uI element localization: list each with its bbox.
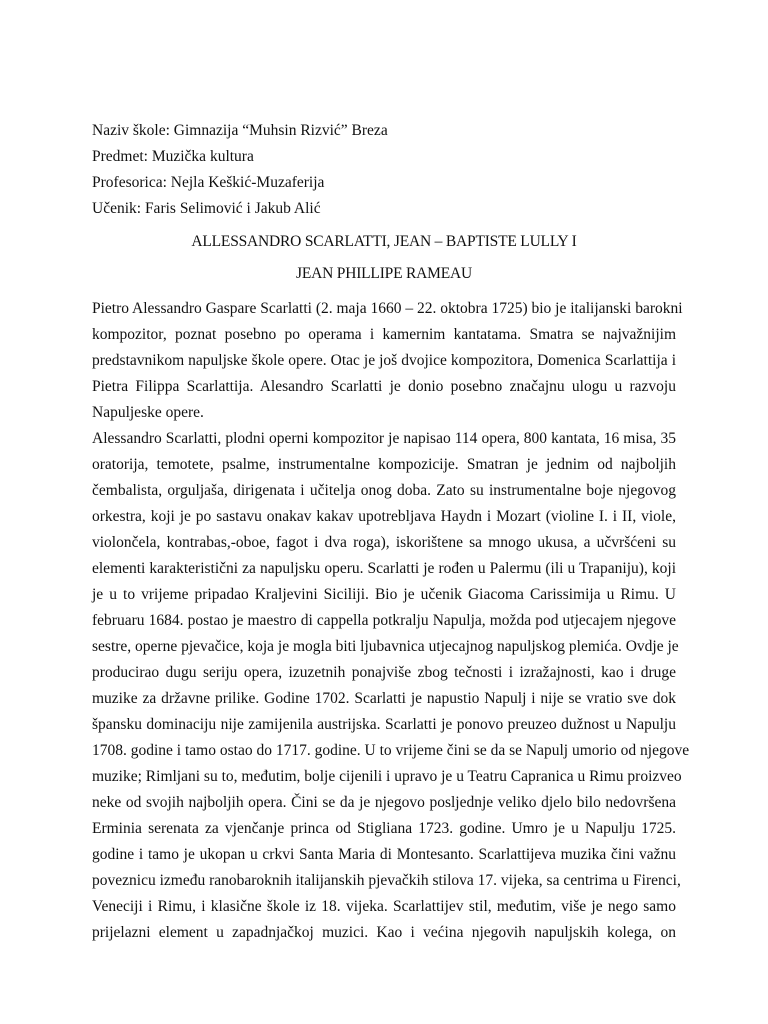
document-title-line-1: ALLESSANDRO SCARLATTI, JEAN – BAPTISTE LULLY I [191,233,577,250]
teacher-line: Profesorica: Nejla Keškić-Muzaferija [92,174,325,191]
paragraph-1-line: Napuljeske opere. [92,404,204,421]
school-name: Naziv škole: Gimnazija “Muhsin Rizvić” Breza [92,122,388,139]
subject-line: Predmet: Muzička kultura [92,148,254,165]
document-title-line-2: JEAN PHILLIPE RAMEAU [296,265,472,282]
paragraph-2-line: orkestra, koji je po sastavu onakav kakav upotrebljava Haydn i Mozart (violine I. i II, viole, [92,508,676,525]
paragraph-2-line: 1708. godine i tamo ostao do 1717. godine. U to vrijeme čini se da se Napulj umorio od njegove [92,742,690,759]
paragraph-2-line: producirao dugu seriju opera, izuzetnih ponajviše zbog tečnosti i izražajnosti, kao i druge [92,664,676,681]
paragraph-2-line: sestre, operne pjevačice, koja je mogla biti ljubavnica utjecajnog napuljskog plemića. Ovdje je [92,638,679,655]
paragraph-1-line: Pietro Alessandro Gaspare Scarlatti (2. maja 1660 – 22. oktobra 1725) bio je italijanski barokni [92,300,683,317]
paragraph-2-line: oratorija, temotete, psalme, instrumentalne kompozicije. Smatran je jednim od najboljih [92,456,676,473]
paragraph-2-line: violončela, kontrabas,-oboe, fagot i dva roga), iskorištene sa mnogo ukusa, a učvršćeni su [92,534,676,551]
paragraph-2-line: godine i tamo je ukopan u crkvi Santa Maria di Montesanto. Scarlattijeva muzika čini važnu [92,846,676,863]
paragraph-2-line: muzike; Rimljani su to, međutim, bolje cijenili i upravo je u Teatru Capranica u Rimu proizveo [92,768,682,785]
paragraph-2-line: neke od svojih najboljih opera. Čini se da je njegovo posljednje veliko djelo bilo nedovršena [92,794,676,811]
paragraph-2-line: elementi karakteristični za napuljsku operu. Scarlatti je rođen u Palermu (ili u Trapaniju), koji [92,560,676,577]
students-line: Učenik: Faris Selimović i Jakub Alić [92,200,321,217]
paragraph-2-line: prijelazni element u zapadnjačkoj muzici. Kao i većina njegovih napuljskih kolega, on [92,924,676,941]
paragraph-2-line: je u to vrijeme pripadao Kraljevini Siciliji. Bio je učenik Giacoma Carissimija u Rimu. U [92,586,676,603]
paragraph-2-line: Alessandro Scarlatti, plodni operni kompozitor je napisao 114 opera, 800 kantata, 16 misa, 35 [92,430,676,447]
paragraph-2-line: špansku dominaciju nije zamijenila austrijska. Scarlatti je ponovo preuzeo dužnost u Napulju [92,716,676,733]
paragraph-2-line: čembalista, orguljaša, dirigenata i učitelja onog doba. Zato su instrumentalne boje njegovog [92,482,676,499]
paragraph-2-line: muzike za državne prilike. Godine 1702. Scarlatti je napustio Napulj i nije se vratio sve dok [92,690,676,707]
paragraph-2-line: Veneciji i Rimu, i klasične škole iz 18. vijeka. Scarlattijev stil, međutim, više je nego samo [92,898,676,915]
paragraph-1-line: kompozitor, poznat posebno po operama i kamernim kantatama. Smatra se najvažnijim [92,326,676,343]
paragraph-1-line: predstavnikom napuljske škole opere. Otac je još dvojice kompozitora, Domenica Scarlattija i [92,352,676,369]
paragraph-1-line: Pietra Filippa Scarlattija. Alesandro Scarlatti je donio posebno značajnu ulogu u razvoju [92,378,676,395]
paragraph-2-line: poveznicu između ranobaroknih italijanskih pjevačkih stilova 17. vijeka, sa centrima u Firenci, [92,872,681,889]
paragraph-2-line: februaru 1684. postao je maestro di cappella potkralju Napulja, možda pod utjecajem njegove [92,612,676,629]
paragraph-2-line: Erminia serenata za vjenčanje princa od Stigliana 1723. godine. Umro je u Napulju 1725. [92,820,676,837]
